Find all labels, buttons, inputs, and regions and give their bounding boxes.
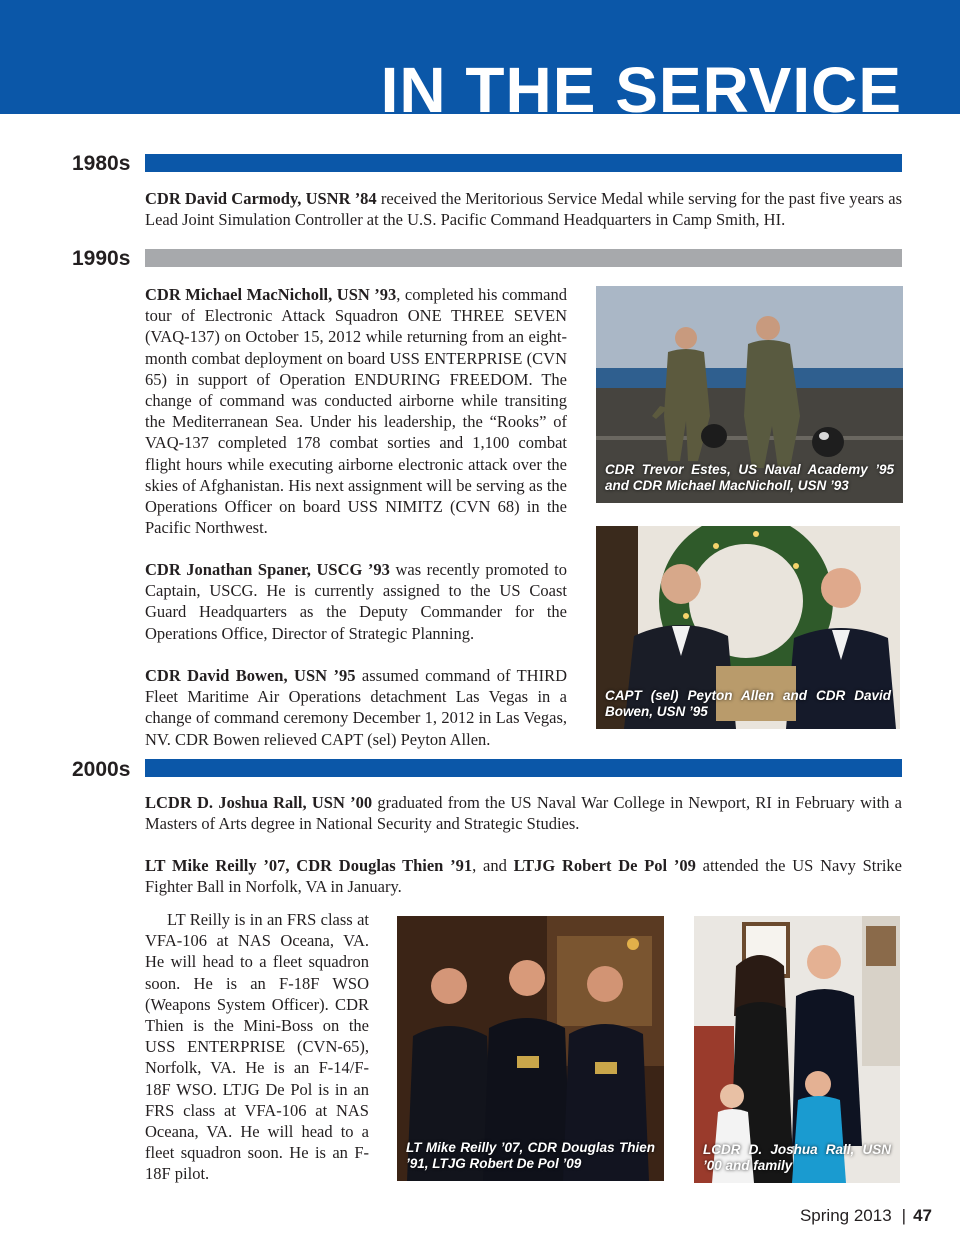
section-rule-1990s: [145, 249, 902, 267]
entry-text: graduated from the US Naval War College in Newport, RI in February with a Masters of Arts degree in National Security and Strategic Studies.: [145, 793, 902, 834]
entry-spaner: [145, 559, 567, 644]
footer-separator: |: [901, 1206, 907, 1225]
entry-text: , and: [472, 856, 514, 875]
photo-caption: CDR Trevor Estes, US Naval Academy ’95 and CDR Michael MacNicholl, USN ’93: [605, 462, 894, 493]
entry-name: CDR Jonathan Spaner, USCG ’93: [145, 560, 390, 579]
entry-strike-fighter-ball: [145, 855, 902, 897]
section-heading-1990s: 1990s: [72, 247, 131, 270]
entry-text: , completed his command tour of Electronic Attack Squadron ONE THREE SEVEN (VAQ-137) on October 15, 2012 while returning from an eight-month combat deployment on board USS ENTERPRISE (CVN 65) in support of Operation ENDURING FREEDOM. The change of command was conducted airborne while transiting the Mediterranean Sea. Under his leadership, the “Rooks” of VAQ-137 completed 178 combat sorties and 1,100 combat flight hours while executing airborne electronic attack over the skies of Afghanistan. His next assignment will be serving as the Operations Officer on board USS NIMITZ (CVN 68) in the Pacific Northwest.: [145, 285, 567, 538]
entry-text: received the Meritorious Service Medal while serving for the past five years as Lead Joint Simulation Controller at the U.S. Pacific Command Headquarters in Camp Smith, HI.: [145, 189, 903, 230]
entry-text: attended the US Navy Strike Fighter Ball in Norfolk, VA in January.: [145, 856, 903, 897]
photo-estes-macnicholl: [596, 286, 903, 503]
entry-name: CDR David Carmody, USNR ’84: [145, 189, 377, 208]
section-heading-2000s: 2000s: [72, 758, 131, 781]
entry-reilly-detail: LT Reilly is in an FRS class at VFA-106 at NAS Oceana, VA. He will head to a fleet squadron soon. He is an F-18F WSO (Weapons System Officer). CDR Thien is the Mini-Boss on the USS ENTERPRISE (CVN-65), Norfolk, VA. He is an F-14/F-18F WSO. LTJG De Pol is in an FRS class at VFA-106 at NAS Oceana, VA. He will head to a fleet squadron soon. He is an F-18F pilot.: [145, 910, 369, 1184]
section-heading-1980s: 1980s: [72, 152, 131, 175]
section-rule-1980s: [145, 154, 902, 172]
entry-bowen: [145, 665, 567, 750]
entry-name: CDR David Bowen, USN ’95: [145, 666, 356, 685]
entry-names: LT Mike Reilly ’07, CDR Douglas Thien ’91: [145, 856, 473, 875]
entry-carmody: [145, 188, 902, 230]
photo-rall-family: [694, 916, 900, 1183]
page-title: IN THE SERVICE: [380, 54, 902, 114]
section-rule-2000s: [145, 759, 902, 777]
entry-name: LCDR D. Joshua Rall, USN ’00: [145, 793, 373, 812]
page-footer: [800, 1206, 932, 1226]
entry-rall: [145, 792, 902, 834]
photo-caption: CAPT (sel) Peyton Allen and CDR David Bowen, USN ’95: [605, 688, 891, 719]
entry-name: LTJG Robert De Pol ’09: [513, 856, 696, 875]
photo-allen-bowen: [596, 526, 900, 729]
issue-label: Spring 2013: [799, 1206, 892, 1225]
entry-text: assumed command of THIRD Fleet Maritime Air Operations detachment Las Vegas in a change of command ceremony December 1, 2012 in Las Vegas, NV. CDR Bowen relieved CAPT (sel) Peyton Allen.: [145, 666, 567, 749]
entry-text: was recently promoted to Captain, USCG. He is currently assigned to the US Coast Guard Headquarters as the Deputy Commander for the Operations Office, Director of Strategic Planning.: [145, 560, 567, 643]
entry-name: CDR Michael MacNicholl, USN ’93: [145, 285, 397, 304]
header-banner: [0, 0, 960, 114]
entry-macnicholl: [145, 284, 567, 538]
photo-caption: LT Mike Reilly ’07, CDR Douglas Thien ’91, LTJG Robert De Pol ’09: [406, 1140, 655, 1171]
page-number: 47: [913, 1206, 932, 1225]
photo-caption: LCDR D. Joshua Rall, USN ’00 and family: [703, 1142, 891, 1173]
photo-strike-fighter-ball: [397, 916, 664, 1181]
